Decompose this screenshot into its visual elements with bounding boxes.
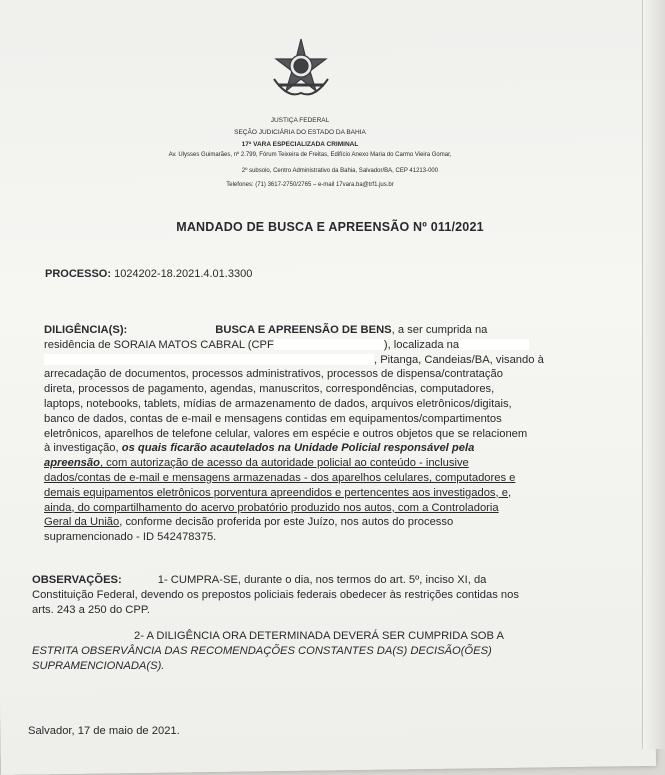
processo-label: PROCESSO: xyxy=(45,268,112,280)
header-justica: JUSTIÇA FEDERAL xyxy=(270,117,330,124)
header-address-1: Av. Ulysses Guimarães, nº 2.799, Fórum Teixeira de Freitas, Edifício Anexo Maria do Carmo Vieira Gomar, xyxy=(168,152,452,158)
redacted-cpf xyxy=(274,339,384,350)
diligencia-type: BUSCA E APREENSÃO DE BENS xyxy=(215,324,392,336)
header-address-2: 2º subsolo, Centro Administrativo da Bahia, Salvador/BA, CEP 41213-000 xyxy=(241,168,439,174)
redacted-street xyxy=(44,354,374,365)
coat-of-arms-icon xyxy=(268,35,334,101)
document-title: MANDADO DE BUSCA E APREENSÃO Nº 011/2021 xyxy=(176,220,484,234)
diligencia-label: DILIGÊNCIA(S): xyxy=(44,324,128,336)
header-secao: SEÇÃO JUDICIÁRIA DO ESTADO DA BAHIA xyxy=(234,129,366,136)
processo-line xyxy=(45,268,252,280)
redacted-address xyxy=(459,339,529,350)
document-date: Salvador, 17 de maio de 2021. xyxy=(28,725,180,737)
header-vara: 17ª VARA ESPECIALIZADA CRIMINAL xyxy=(241,141,359,148)
page-edge xyxy=(642,0,665,749)
processo-number: 1024202-18.2021.4.01.3300 xyxy=(114,268,253,280)
header-phone: Telefones: (71) 3617-2750/2765 – e-mail 17vara.ba@trf1.jus.br xyxy=(226,182,394,188)
diligencia-paragraph: DILIGÊNCIA(S): BUSCA E APREENSÃO DE BENS, a ser cumprida na residência de SORAIA MATOS CABRAL (CPF ), localizada na , Pitanga, Candeias/BA, visando à arrecadação de documentos, processos administrativos, processos de dispensa/contratação direta, processos de pagamento, agendas, manuscritos, correspondências, computadores, laptops, notebooks, tablets, mídias de armazenamento de dados, arquivos eletrônicos/digitais, banco de dados, contas de e-mail e mensagens contidas em equipamentos/compartimentos eletrônicos, aparelhos de telefone celular, valores em espécie e outros objetos que se relacionem à investigação, os quais ficarão acautelados na Unidade Policial responsável pela apreensão, com autorização de acesso da autoridade policial ao conteúdo - inclusive dados/contas de e-mail e mensagens armazenadas - dos aparelhos celulares, computadores e demais equipamentos eletrônicos porventura apreendidos e pertencentes aos investigados, e, ainda, do compartilhamento do acervo probatório produzido nos autos, com a Controladoria Geral da União, conforme decisão proferida por este Juízo, nos autos do processo supramencionado - ID 542478375. xyxy=(44,324,544,544)
observacoes-paragraph: OBSERVAÇÕES: 1- CUMPRA-SE, durante o dia, nos termos do art. 5º, inciso XI, da Constituição Federal, devendo os prepostos policiais federais obedecer às restrições contidas nos arts. 243 a 250 do CPP. 2- A DILIGÊNCIA ORA DETERMINADA DEVERÁ SER CUMPRIDA SOB A ESTRITA OBSERVÂNCIA DAS RECOMENDAÇÕES CONSTANTES DA(S) DECISÃO(ÕES) SUPRAMENCIONADA(S). xyxy=(32,574,519,672)
observacoes-label: OBSERVAÇÕES: xyxy=(32,574,122,586)
